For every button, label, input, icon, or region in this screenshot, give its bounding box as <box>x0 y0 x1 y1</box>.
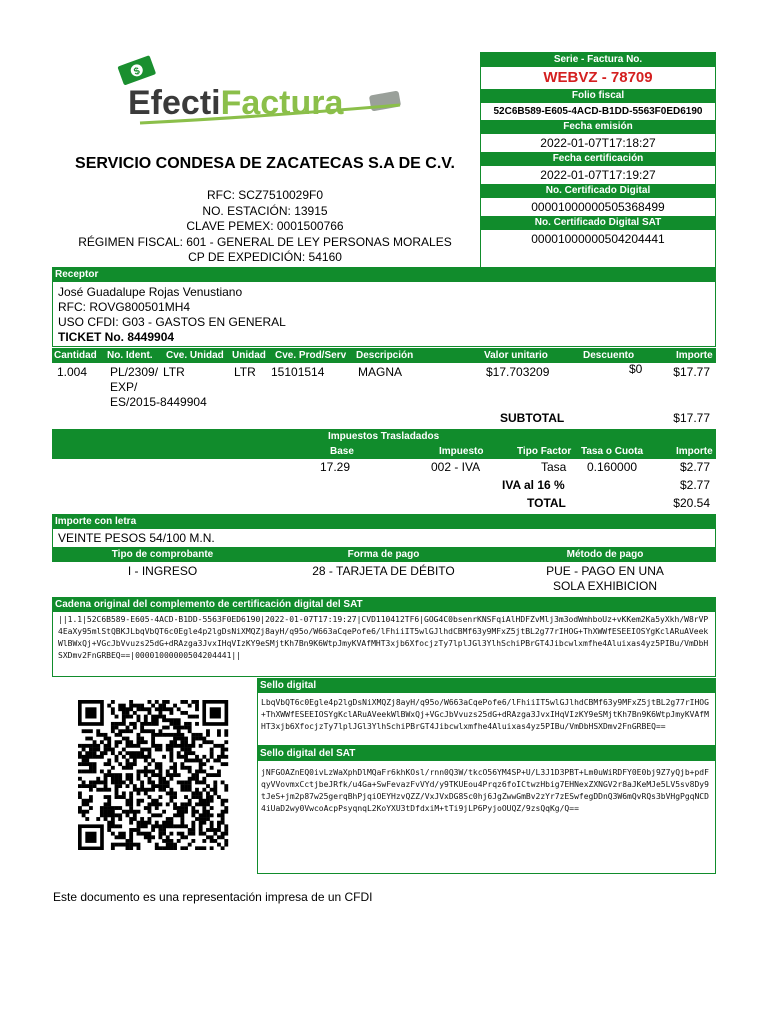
receptor-name: José Guadalupe Rojas Venustiano <box>58 285 243 299</box>
tax-col-tipo-factor: Tipo Factor <box>517 446 572 457</box>
payment-header <box>52 548 716 562</box>
col-cve-unidad: Cve. Unidad <box>166 350 224 361</box>
serie-value: WEBVZ - 78709 <box>543 69 653 86</box>
col-cve-prod: Cve. Prod/Serv <box>275 350 347 361</box>
taxes-body <box>52 459 716 515</box>
serie-label: Serie - Factura No. <box>481 53 715 67</box>
folio-label: Folio fiscal <box>481 89 715 103</box>
issuer-block <box>40 155 490 266</box>
total-label: TOTAL <box>527 496 566 510</box>
tax-col-importe: Importe <box>676 446 713 457</box>
tax-col-impuesto: Impuesto <box>439 446 484 457</box>
row-unidad: LTR <box>234 365 256 379</box>
emision-label: Fecha emisión <box>481 120 715 134</box>
row-importe: $17.77 <box>673 365 710 379</box>
logo-text <box>128 84 343 123</box>
cert-digital-value: 00001000000505368499 <box>531 200 665 214</box>
sello-sat-box <box>257 746 716 874</box>
tax-impuesto: 002 - IVA <box>431 460 481 474</box>
row-cantidad: 1.004 <box>57 365 88 379</box>
col-ident: No. Ident. <box>107 350 153 361</box>
col-valor-unitario: Valor unitario <box>484 350 548 361</box>
certificacion-label: Fecha certificación <box>481 152 715 166</box>
sello-digital-box <box>257 678 716 746</box>
tax-tipo-factor: Tasa <box>541 460 567 474</box>
logo-text-factura: Factura <box>220 84 344 122</box>
sello-sat-header: Sello digital del SAT <box>258 747 715 761</box>
sello-sat-value: jNFGOAZnEQ0ivLzWaXphDlMQaFr6khKOsl/rnn0Q3W/tkcO56YM4SP+U/L3J1D3PBT+Lm0uWiRDFY0E0bj9Z7yQjb+pdFqyVVovmxCctjbeJRfk/u4Ga+SwFevazFvVYd/y9TKUEou4Prqz6foICtwzHbig7EHNexZXNGV2r8aJKeMJe5LV5sv8Dy9tJeS+jm2p87w25gerqBhPjqiOEYHzvQZZ/VxJVxDG8Sc0hj6JgZwwGmBv2zYr7zESwfegDDnQ3W6mQvRQs3bVHgPgqNCD4iUaD2wy0VwcoAcpPsyqnqL2KoYXU3tDfdxiM+tTi9jLP6PyjoOUQZ/9zsQqKg/Q== <box>261 768 709 813</box>
payment-metodo-line-2: SOLA EXHIBICION <box>552 579 658 593</box>
folio-value: 52C6B589-E605-4ACD-B1DD-5563F0ED6190 <box>493 106 703 117</box>
items-header-row <box>52 348 716 363</box>
issuer-rfc: RFC: SCZ7510029F0 <box>206 188 324 202</box>
tax-col-tasa: Tasa o Cuota <box>581 446 644 457</box>
tax-col-base: Base <box>330 446 354 457</box>
cert-sat-value: 00001000000504204441 <box>531 232 665 246</box>
receptor-rfc: RFC: ROVG800501MH4 <box>58 300 191 314</box>
tax-base: 17.29 <box>320 460 351 474</box>
cadena-box <box>52 597 716 677</box>
cadena-header: Cadena original del complemento de certificación digital del SAT <box>53 598 715 612</box>
receptor-box <box>52 267 716 347</box>
row-ident-line-3: ES/2015-8449904 <box>110 395 207 409</box>
col-descripcion: Descripción <box>356 350 414 361</box>
payment-metodo-line-1: PUE - PAGO EN UNA <box>546 564 664 578</box>
svg-text:$: $ <box>132 65 142 78</box>
payment-body <box>52 562 716 596</box>
row-descuento: $0 <box>629 362 643 376</box>
row-ident <box>110 365 207 410</box>
payment-forma: 28 - TARJETA DE DÉBITO <box>312 564 455 578</box>
invoice-meta-box <box>480 52 716 268</box>
tax-tasa: 0.160000 <box>587 460 638 474</box>
taxes-title: Impuestos Trasladados <box>328 431 440 442</box>
issuer-station: NO. ESTACIÓN: 13915 <box>202 203 328 218</box>
receptor-uso: USO CFDI: G03 - GASTOS EN GENERAL <box>58 315 286 329</box>
issuer-pemex: CLAVE PEMEX: 0001500766 <box>186 219 344 233</box>
total-value: $20.54 <box>673 496 710 510</box>
emision-value: 2022-01-07T17:18:27 <box>540 136 656 150</box>
iva-label: IVA al 16 % <box>502 478 565 492</box>
payment-col-forma: Forma de pago <box>347 549 420 560</box>
qr-code <box>74 700 232 850</box>
cert-digital-label: No. Certificado Digital <box>481 184 715 198</box>
cadena-value: ||1.1|52C6B589-E605-4ACD-B1DD-5563F0ED6190|2022-01-07T17:19:27|CVD110412TF6|GOG4C0bsenrKNSFqiAlHDFZvMlj3m3odWmhboUz+vKKem2Ka5yXkh/W8rVP4EaXy95mlStQBKJLbqVbQT6c0Egle4p2lgDsNiXMQZj8ayH/q95o/W663aCqePofe6/lFhiiIT5wlGJlhdCBMf63y9MFxZ5jtBL2g77rIHOG+ThXWWfESEEIOSYgKclARuAVeekWlBWxQj+VGcJbVvuzs25dG+dRAzga3JvxIHqVIzKY9eSMjtKh7Bn9K6WtpJmyKVAfMHT3xjb6XfocjzTy7lplJGl3YlhSchiPBrGT4Jibcwlxmfhe4Aluixas4yz5PIBu/VmDbHSXDmv2FnGRBEQ==|00001000000504204441|| <box>58 615 709 660</box>
cert-sat-label: No. Certificado Digital SAT <box>481 216 715 230</box>
col-importe: Importe <box>676 350 713 361</box>
subtotal-row <box>52 410 716 431</box>
receptor-header: Receptor <box>53 268 715 282</box>
payment-col-metodo: Método de pago <box>566 549 644 560</box>
logo-text-efecti: Efecti <box>128 84 221 122</box>
subtotal-label: SUBTOTAL <box>500 411 565 425</box>
sello-digital-value: LbqVbQT6c0Egle4p2lgDsNiXMQZj8ayH/q95o/W663aCqePofe6/lFhiiIT5wlGJlhdCBMf63y9MFxZ5jtBL2g77rIHOG+ThXWWfESEEIOSYgKclARuAVeekWlBWxQj+VGcJbVvuzs25dG+dRAzga3JvxIHqVIzKY9eSMjtKh7Bn9K6WtpJmyKVAfMHT3xjb6XfocjzTy7lplJGl3YlhSchiPBrGT4Jibcwlxmfhe4Aluixas4yz5PIBu/VmDbHSXDmv2FnGRBEQ== <box>261 698 709 731</box>
qr-code-image <box>74 700 232 850</box>
issuer-regime: RÉGIMEN FISCAL: 601 - GENERAL DE LEY PERSONAS MORALES <box>78 234 452 249</box>
tax-importe: $2.77 <box>679 460 710 474</box>
amount-words-box <box>52 514 716 548</box>
subtotal-value: $17.77 <box>673 411 710 425</box>
col-unidad: Unidad <box>232 350 266 361</box>
payment-col-tipo: Tipo de comprobante <box>111 549 214 560</box>
row-descripcion: MAGNA <box>358 365 403 379</box>
row-cve-prod: 15101514 <box>271 365 325 379</box>
sello-digital-header: Sello digital <box>258 679 715 693</box>
amount-words-value: VEINTE PESOS 54/100 M.N. <box>58 531 215 545</box>
payment-metodo <box>494 564 716 594</box>
certificacion-value: 2022-01-07T17:19:27 <box>540 168 656 182</box>
footer-note: Este documento es una representación impresa de un CFDI <box>53 890 373 904</box>
iva-value: $2.77 <box>679 478 710 492</box>
amount-words-header: Importe con letra <box>53 515 715 529</box>
issuer-cp: CP DE EXPEDICIÓN: 54160 <box>188 250 342 264</box>
row-valor-unitario: $17.703209 <box>486 365 550 379</box>
payment-tipo: I - INGRESO <box>127 564 198 578</box>
issuer-name: SERVICIO CONDESA DE ZACATECAS S.A DE C.V. <box>75 155 455 172</box>
row-ident-line-1: PL/2309/ <box>110 365 159 379</box>
taxes-header <box>52 429 716 459</box>
row-ident-line-2: EXP/ <box>110 380 138 394</box>
col-cantidad: Cantidad <box>54 350 97 361</box>
row-cve-unidad: LTR <box>163 365 185 379</box>
col-descuento: Descuento <box>583 350 635 361</box>
receptor-ticket: TICKET No. 8449904 <box>58 330 175 344</box>
